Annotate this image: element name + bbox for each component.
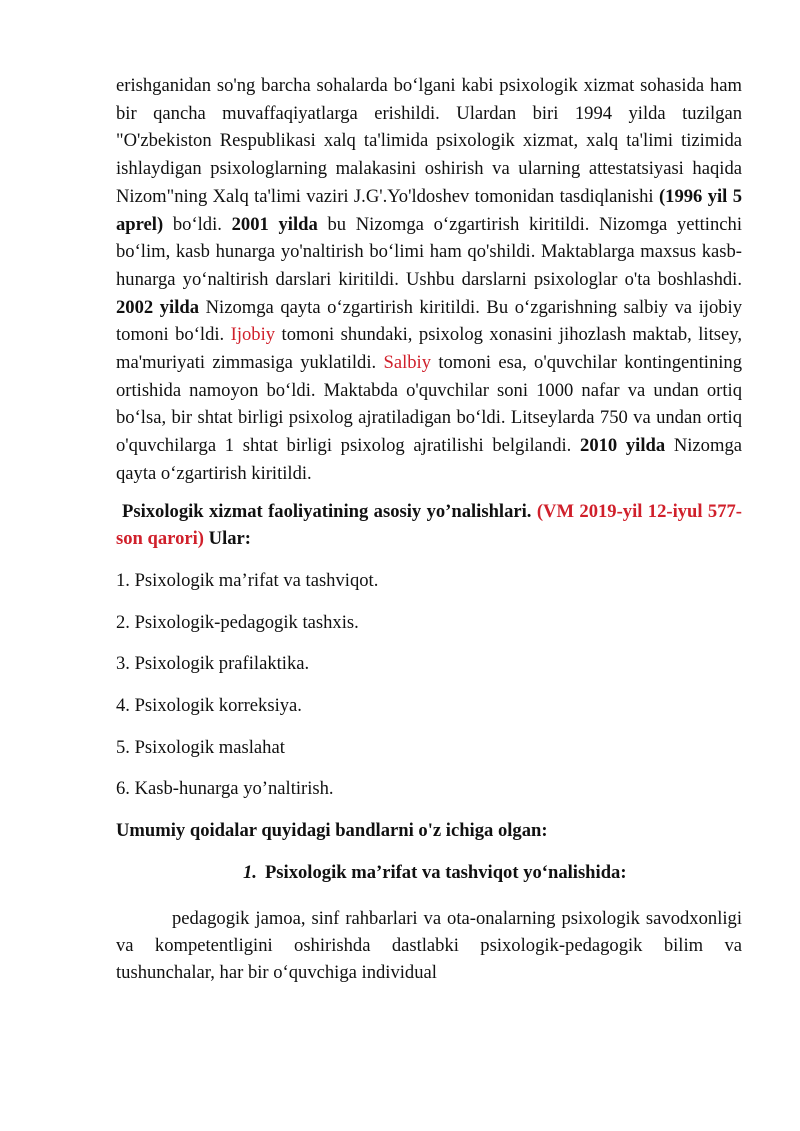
paragraph-text: tomoni esa, o'quvchilar kontingentining ortishida namoyon bo‘ldi. Maktabda o'quvchilar soni 1000 nafar va undan ortiq bo‘lsa, bir shtat birligi psixolog ajratiladigan bo‘ldi. Litseylarda 750 va undan ortiq o'quvchilarga 1 shtat birligi psixolog ajratilishi belgilandi. (116, 352, 742, 457)
heading-number: 1. (243, 861, 257, 883)
date-bold: (1996 yil 5 aprel) (116, 185, 742, 235)
list-item: 4. Psixologik korreksiya. (116, 695, 302, 717)
paragraph-text: tomoni shundaki, psixolog xonasini jihozlash maktab, litsey, ma'muriyati zimmasiga yuklatildi. (116, 324, 742, 374)
paragraph-text: Nizomga qayta o‘zgartirish kiritildi. Bu o‘zgarishning salbiy va ijobiy tomoni bo‘ldi. (116, 296, 742, 346)
list-item: 3. Psixologik prafilaktika. (116, 653, 310, 675)
paragraph-text: bu Nizomga o‘zgartirish kiritildi. Nizomga yettinchi bo‘lim, kasb hunarga yo'naltirish bo‘limi ham qo'shildi. Maktablarga maxsus kasb-hunarga yo‘naltirish darslari kiritildi. Ushbu darslarni psixologlar o'ta boshlashdi. (116, 213, 742, 290)
negative-highlight: Salbiy (383, 352, 432, 374)
history-paragraph (116, 72, 742, 488)
list-item: 1. Psixologik ma’rifat va tashviqot. (116, 569, 379, 591)
document-page (116, 72, 742, 1005)
year-bold: 2002 yilda (116, 296, 200, 318)
body-paragraph: pedagogik jamoa, sinf rahbarlari va ota-onalarning psixologik savodxonligi va kompetentligini oshirishda dastlabki psixologik-pedagogik bilim va tushunchalar, har bir o‘quvchiga individual (116, 908, 742, 984)
heading-reference: (VM 2019-yil 12-iyul 577-son qarori) (116, 500, 743, 550)
paragraph-text: erishganidan so'ng barcha sohalarda bo‘lgani kabi psixologik xizmat sohasida ham bir qancha muvaffaqiyatlarga erishildi. Ulardan biri 1994 yilda tuzilgan "O'zbekiston Respublikasi xalq ta'limida psixologik xizmat, xalq ta'limi tizimida ishlaydigan psixologlarning malakasini oshirish va ularning attestatsiyasi haqida Nizom"ning Xalq ta'limi vaziri J.G'.Yo'ldoshev tomonidan tasdiqlanishi (116, 75, 742, 207)
list-item: 6. Kasb-hunarga yo’naltirish. (116, 778, 334, 800)
heading-text: Psixologik ma’rifat va tashviqot yo‘nalishida: (264, 861, 627, 883)
numbered-heading (116, 859, 742, 887)
year-bold: 2001 yilda (231, 213, 318, 235)
list-item: 2. Psixologik-pedagogik tashxis. (116, 611, 359, 633)
subheading: Umumiy qoidalar quyidagi bandlarni o'z ichiga olgan: (116, 820, 548, 842)
heading-tail: Ular: (208, 528, 251, 550)
paragraph-text: Nizomga qayta o‘zgartirish kiritildi. (116, 435, 742, 484)
section-heading (116, 498, 742, 553)
positive-highlight: Ijobiy (230, 324, 276, 346)
paragraph-text: bo‘ldi. (163, 213, 232, 235)
list-item: 5. Psixologik maslahat (116, 736, 285, 758)
heading-title: Psixologik xizmat faoliyatining asosiy yo’nalishlari. (122, 500, 532, 522)
directions-list (116, 567, 742, 803)
year-bold: 2010 yilda (580, 435, 666, 457)
